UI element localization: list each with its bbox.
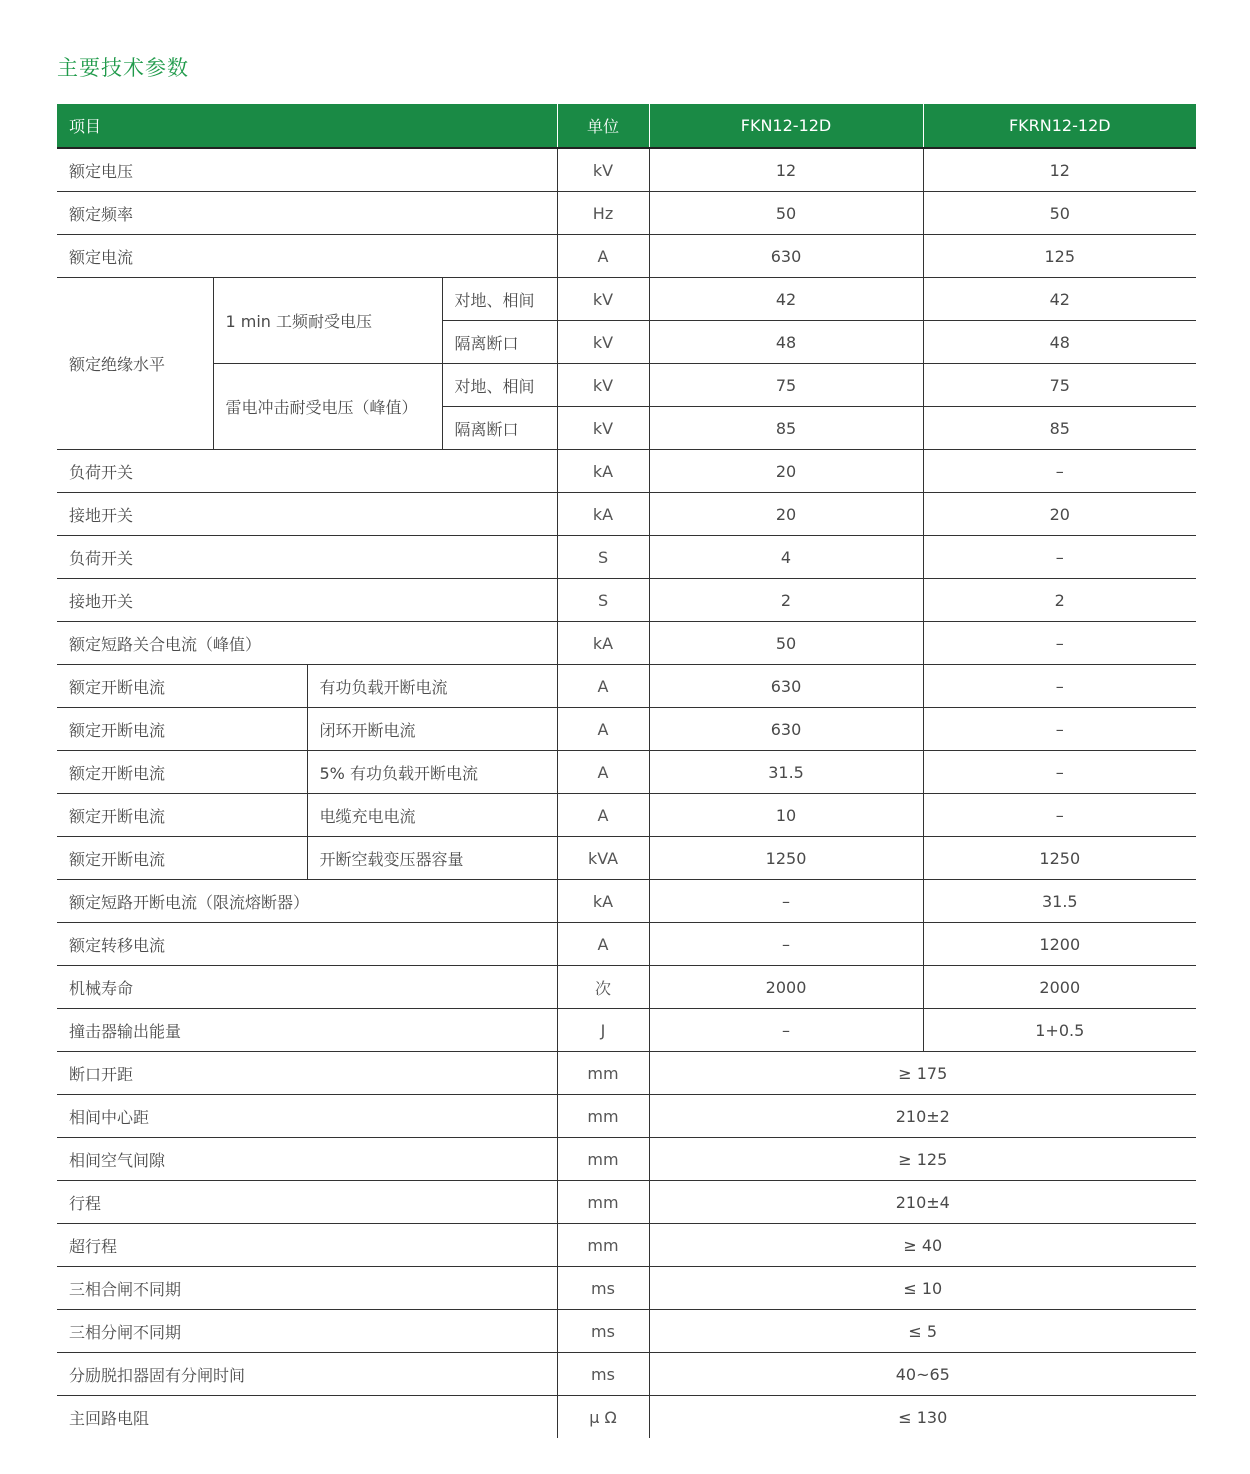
row-fkn-value: 1250: [649, 837, 923, 880]
row-sub-item: 开断空载变压器容量: [307, 837, 557, 880]
row-shared-value: 40~65: [649, 1353, 1196, 1396]
row-sub-item: 电缆充电电流: [307, 794, 557, 837]
row-item: 行程: [57, 1181, 557, 1224]
row-shared-value: ≤ 5: [649, 1310, 1196, 1353]
row-item: 额定电流: [57, 235, 557, 278]
row-item: 分励脱扣器固有分闸时间: [57, 1353, 557, 1396]
row-fkn-value: 31.5: [649, 751, 923, 794]
table-row: [57, 1009, 1196, 1052]
row-item: 主回路电阻: [57, 1396, 557, 1439]
table-row: [57, 364, 1196, 407]
row-item: 撞击器输出能量: [57, 1009, 557, 1052]
row-unit: kV: [557, 364, 649, 407]
row-fkn-value: 75: [649, 364, 923, 407]
row-item: 负荷开关: [57, 536, 557, 579]
row-item: 额定电压: [57, 148, 557, 192]
row-unit: A: [557, 708, 649, 751]
row-shared-value: ≥ 175: [649, 1052, 1196, 1095]
row-unit: kA: [557, 450, 649, 493]
header-fkn: FKN12-12D: [649, 104, 923, 148]
row-fkn-value: –: [649, 1009, 923, 1052]
row-sub-item: 5% 有功负载开断电流: [307, 751, 557, 794]
row-sub-item: 隔离断口: [442, 321, 557, 364]
row-unit: mm: [557, 1181, 649, 1224]
row-item: 断口开距: [57, 1052, 557, 1095]
row-fkrn-value: –: [923, 450, 1196, 493]
row-shared-value: ≥ 40: [649, 1224, 1196, 1267]
row-shared-value: 210±4: [649, 1181, 1196, 1224]
row-unit: kV: [557, 148, 649, 192]
row-fkrn-value: 12: [923, 148, 1196, 192]
table-row: [57, 966, 1196, 1009]
row-unit: J: [557, 1009, 649, 1052]
row-item: 额定频率: [57, 192, 557, 235]
row-item: 三相分闸不同期: [57, 1310, 557, 1353]
row-unit: kV: [557, 407, 649, 450]
table-header-row: [57, 104, 1196, 148]
row-fkn-value: 42: [649, 278, 923, 321]
spec-table: [57, 104, 1196, 1438]
row-fkrn-value: 1250: [923, 837, 1196, 880]
row-fkrn-value: –: [923, 794, 1196, 837]
row-unit: S: [557, 536, 649, 579]
table-row: [57, 536, 1196, 579]
page-title: 主要技术参数: [57, 56, 189, 80]
row-sub-item: 对地、相间: [442, 364, 557, 407]
table-row: [57, 880, 1196, 923]
row-unit: mm: [557, 1052, 649, 1095]
row-fkn-value: 630: [649, 708, 923, 751]
row-fkrn-value: 42: [923, 278, 1196, 321]
header-fkrn: FKRN12-12D: [923, 104, 1196, 148]
row-item: 相间中心距: [57, 1095, 557, 1138]
row-item: 额定开断电流: [57, 665, 307, 708]
table-row: [57, 837, 1196, 880]
row-fkrn-value: 2000: [923, 966, 1196, 1009]
row-item: 额定开断电流: [57, 708, 307, 751]
row-shared-value: ≤ 10: [649, 1267, 1196, 1310]
table-row: [57, 1138, 1196, 1181]
row-unit: A: [557, 794, 649, 837]
row-fkrn-value: –: [923, 622, 1196, 665]
power-freq-withstand-label: 1 min 工频耐受电压: [213, 278, 442, 364]
row-unit: ms: [557, 1310, 649, 1353]
table-row: [57, 1396, 1196, 1439]
table-row: [57, 708, 1196, 751]
row-fkrn-value: –: [923, 708, 1196, 751]
table-row: [57, 794, 1196, 837]
row-unit: μ Ω: [557, 1396, 649, 1439]
row-fkn-value: 50: [649, 192, 923, 235]
row-sub-item: 闭环开断电流: [307, 708, 557, 751]
row-unit: A: [557, 923, 649, 966]
row-fkrn-value: –: [923, 665, 1196, 708]
insulation-level-label: 额定绝缘水平: [57, 278, 213, 450]
row-unit: kV: [557, 321, 649, 364]
row-fkn-value: 630: [649, 665, 923, 708]
table-row: [57, 1224, 1196, 1267]
row-item: 接地开关: [57, 493, 557, 536]
row-fkrn-value: 20: [923, 493, 1196, 536]
row-item: 三相合闸不同期: [57, 1267, 557, 1310]
row-item: 负荷开关: [57, 450, 557, 493]
row-unit: 次: [557, 966, 649, 1009]
row-fkrn-value: 48: [923, 321, 1196, 364]
table-row: [57, 1310, 1196, 1353]
table-row: [57, 450, 1196, 493]
row-item: 额定短路开断电流（限流熔断器）: [57, 880, 557, 923]
row-shared-value: ≥ 125: [649, 1138, 1196, 1181]
table-row: [57, 751, 1196, 794]
table-row: [57, 278, 1196, 321]
lightning-impulse-label: 雷电冲击耐受电压（峰值）: [213, 364, 442, 450]
row-fkrn-value: 85: [923, 407, 1196, 450]
row-fkn-value: 630: [649, 235, 923, 278]
row-fkn-value: 2: [649, 579, 923, 622]
row-unit: Hz: [557, 192, 649, 235]
table-row: [57, 665, 1196, 708]
row-fkn-value: 2000: [649, 966, 923, 1009]
row-shared-value: 210±2: [649, 1095, 1196, 1138]
row-item: 额定开断电流: [57, 837, 307, 880]
row-unit: kV: [557, 278, 649, 321]
table-row: [57, 923, 1196, 966]
row-fkrn-value: –: [923, 751, 1196, 794]
row-fkrn-value: 1200: [923, 923, 1196, 966]
table-row: [57, 622, 1196, 665]
row-unit: kA: [557, 880, 649, 923]
row-fkn-value: 48: [649, 321, 923, 364]
row-item: 额定开断电流: [57, 794, 307, 837]
table-row: [57, 1267, 1196, 1310]
row-unit: A: [557, 235, 649, 278]
table-row: [57, 1095, 1196, 1138]
row-fkrn-value: 50: [923, 192, 1196, 235]
row-sub-item: 对地、相间: [442, 278, 557, 321]
table-row: [57, 579, 1196, 622]
row-fkn-value: 12: [649, 148, 923, 192]
row-fkn-value: 20: [649, 450, 923, 493]
row-item: 相间空气间隙: [57, 1138, 557, 1181]
header-item: 项目: [57, 104, 557, 148]
table-row: [57, 148, 1196, 192]
table-row: [57, 493, 1196, 536]
table-row: [57, 1052, 1196, 1095]
row-fkn-value: 85: [649, 407, 923, 450]
table-row: [57, 235, 1196, 278]
row-item: 超行程: [57, 1224, 557, 1267]
row-unit: mm: [557, 1095, 649, 1138]
row-unit: mm: [557, 1138, 649, 1181]
row-sub-item: 有功负载开断电流: [307, 665, 557, 708]
row-unit: kVA: [557, 837, 649, 880]
row-item: 额定短路关合电流（峰值）: [57, 622, 557, 665]
row-fkn-value: 4: [649, 536, 923, 579]
row-fkn-value: 50: [649, 622, 923, 665]
row-unit: kA: [557, 493, 649, 536]
row-item: 额定开断电流: [57, 751, 307, 794]
row-fkrn-value: 125: [923, 235, 1196, 278]
row-unit: A: [557, 665, 649, 708]
row-fkrn-value: 31.5: [923, 880, 1196, 923]
row-sub-item: 隔离断口: [442, 407, 557, 450]
row-shared-value: ≤ 130: [898, 1407, 948, 1427]
row-item: 额定转移电流: [57, 923, 557, 966]
row-fkn-value: 20: [649, 493, 923, 536]
row-fkn-value: 10: [649, 794, 923, 837]
table-row: [57, 1181, 1196, 1224]
row-unit: kA: [557, 622, 649, 665]
row-fkn-value: –: [649, 880, 923, 923]
header-unit: 单位: [557, 104, 649, 148]
table-row: [57, 192, 1196, 235]
row-item: 接地开关: [57, 579, 557, 622]
row-fkrn-value: 2: [923, 579, 1196, 622]
row-fkrn-value: 1+0.5: [923, 1009, 1196, 1052]
row-unit: ms: [557, 1353, 649, 1396]
row-unit: mm: [557, 1224, 649, 1267]
row-unit: ms: [557, 1267, 649, 1310]
row-fkrn-value: –: [923, 536, 1196, 579]
row-unit: A: [557, 751, 649, 794]
table-row: [57, 1353, 1196, 1396]
row-fkn-value: –: [649, 923, 923, 966]
row-item: 机械寿命: [57, 966, 557, 1009]
row-fkrn-value: 75: [923, 364, 1196, 407]
row-unit: S: [557, 579, 649, 622]
